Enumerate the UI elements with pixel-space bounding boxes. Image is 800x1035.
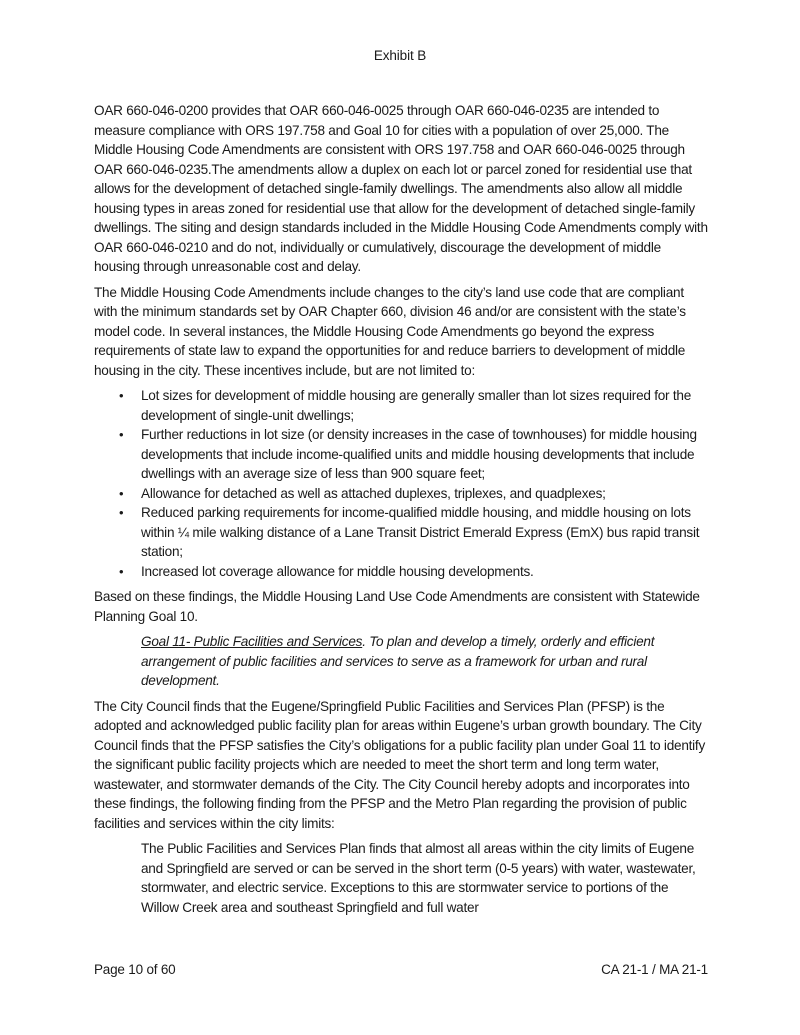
page-number: Page 10 of 60 <box>94 962 176 977</box>
list-item-text: Reduced parking requirements for income-qualified middle housing, and middle housing on lots within ¼ mile walking distance of a Lane Transit District Emerald Express (EmX) bus rapid transit station; <box>141 505 700 559</box>
case-number: CA 21-1 / MA 21-1 <box>601 962 708 977</box>
list-item <box>119 386 708 425</box>
list-item <box>119 484 708 504</box>
paragraph-code-amendments: The Middle Housing Code Amendments include changes to the city’s land use code that are compliant with the minimum standards set by OAR Chapter 660, division 46 and/or are consistent with the state’s model code. In several instances, the Middle Housing Code Amendments go beyond the express requirements of state law to expand the opportunities for and reduce barriers to development of middle housing in the city. These incentives include, but are not limited to: <box>94 284 686 378</box>
goal-11-statement <box>141 632 708 691</box>
bullet-icon: • <box>119 563 124 579</box>
list-item-text: Increased lot coverage allowance for middle housing developments. <box>141 563 534 579</box>
list-item-text: Allowance for detached as well as attached duplexes, triplexes, and quadplexes; <box>141 485 606 501</box>
bullet-icon: • <box>119 485 124 501</box>
list-item <box>119 425 708 484</box>
paragraph-oar-compliance: OAR 660-046-0200 provides that OAR 660-046-0025 through OAR 660-046-0235 are intended to measure compliance with ORS 197.758 and Goal 10 for cities with a population of over 25,000. The Middle Housing Code Amendments are consistent with ORS 197.758 and OAR 660-046-0025 through OAR 660-046-0235.The amendments allow a duplex on each lot or parcel zoned for residential use that allows for the development of detached single-family dwellings. The amendments also allow all middle housing types in areas zoned for residential use that allow for the development of detached single-family dwellings. The siting and design standards included in the Middle Housing Code Amendments comply with OAR 660-046-0210 and do not, individually or cumulatively, discourage the development of middle housing through unreasonable cost and delay. <box>94 103 708 274</box>
paragraph-goal10-conclusion: Based on these findings, the Middle Housing Land Use Code Amendments are consistent with Statewide Planning Goal 10. <box>94 589 700 624</box>
list-item <box>119 562 708 582</box>
document-body <box>94 101 708 923</box>
paragraph-pfsp-findings: The City Council finds that the Eugene/Springfield Public Facilities and Services Plan (PFSP) is the adopted and acknowledged public facility plan for areas within Eugene’s urban growth boundary. The City Council finds that the PFSP satisfies the City’s obligations for a public facility plan under Goal 11 to identify the significant public facility projects which are needed to meet the short term and long term water, wastewater, and stormwater demands of the City. The City Council hereby adopts and incorporates into these findings, the following finding from the PFSP and the Metro Plan regarding the provision of public facilities and services within the city limits: <box>94 698 706 831</box>
bullet-icon: • <box>119 505 124 520</box>
list-item-text: Further reductions in lot size (or density increases in the case of townhouses) for middle housing developments that include income-qualified units and middle housing developments that include dwellings with an average size of less than 900 square feet; <box>141 427 697 481</box>
page-header: Exhibit B <box>373 48 427 63</box>
bullet-icon: • <box>119 427 124 442</box>
goal-11-text: . To plan and develop a timely, orderly and efficient arrangement of public facilities and services to serve as a framework for urban and rural development. <box>141 634 655 688</box>
pfsp-quote: The Public Facilities and Services Plan finds that almost all areas within the city limits of Eugene and Springfield are served or can be served in the short term (0-5 years) with water, wastewater, stormwater, and electric service. Exceptions to this are stormwater service to portions of the Willow Creek area and southeast Springfield and full water <box>141 841 696 915</box>
goal-11-title: Goal 11- Public Facilities and Services <box>141 634 363 649</box>
list-item <box>119 503 708 562</box>
list-item-text: Lot sizes for development of middle housing are generally smaller than lot sizes required for the development of single-unit dwellings; <box>141 388 692 423</box>
incentives-list <box>94 386 708 581</box>
page-footer <box>94 962 708 977</box>
bullet-icon: • <box>119 388 124 403</box>
